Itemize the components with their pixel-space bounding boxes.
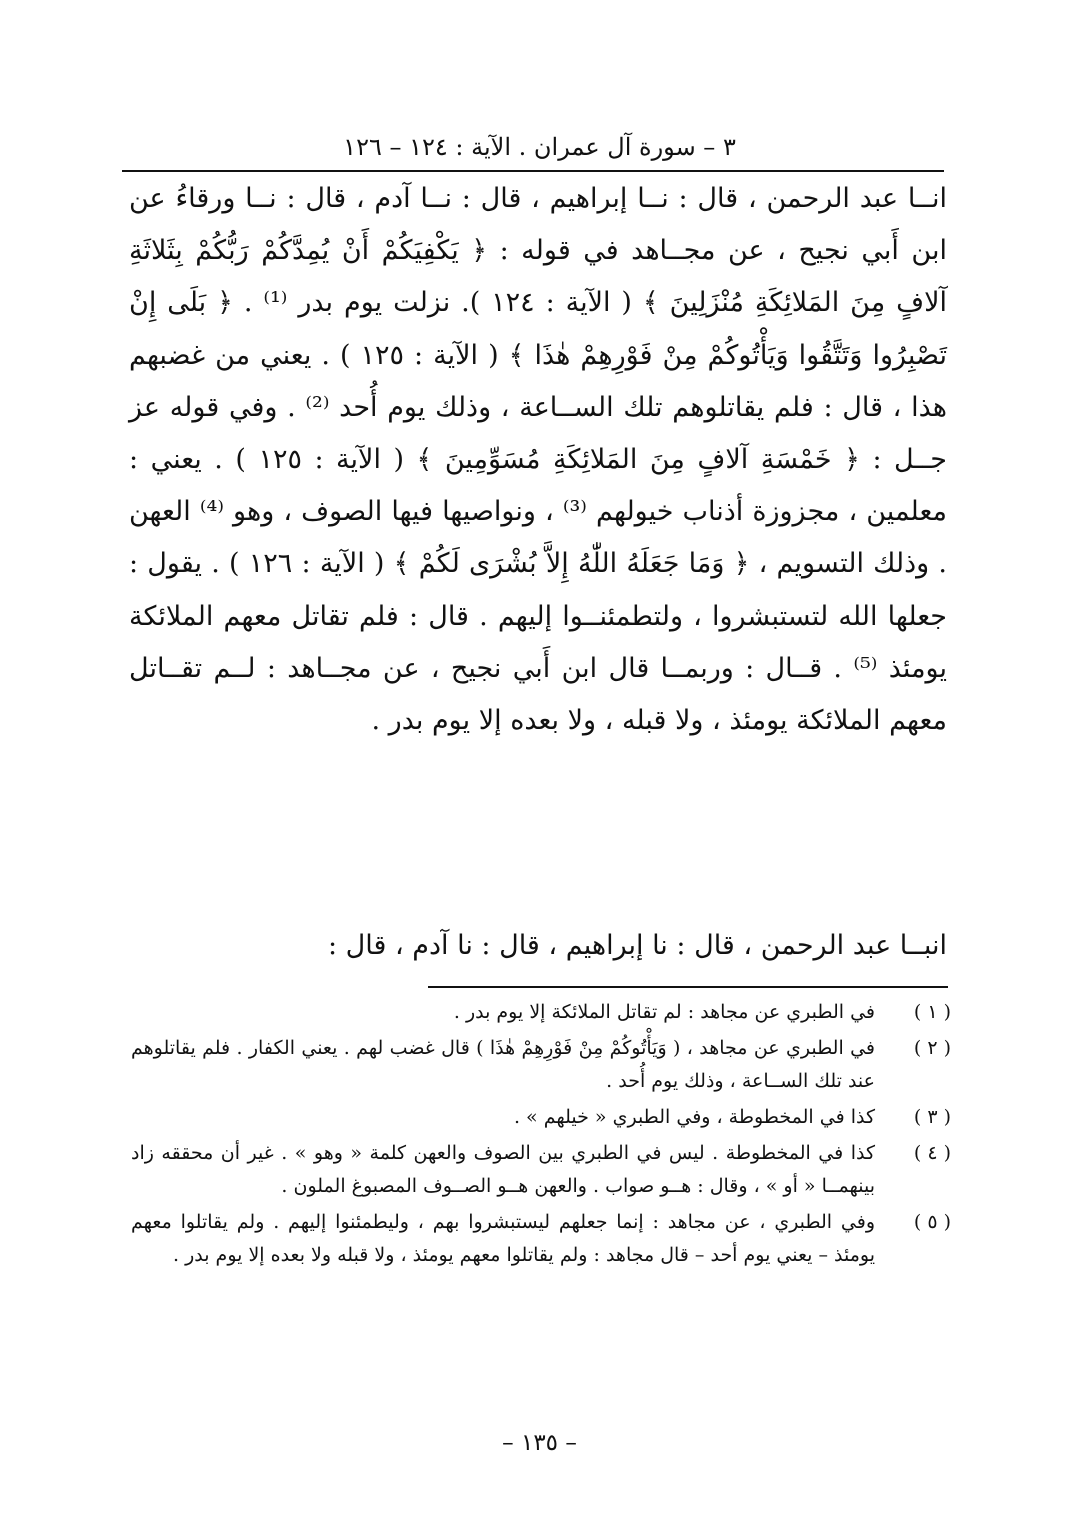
footnote-text: في الطبري عن مجاهد : لم تقاتل الملائكة إلا يوم بدر .: [453, 1001, 875, 1023]
footnote-1: [131, 996, 951, 1029]
footnote-2: [131, 1032, 951, 1098]
footnote-text: كذا في المخطوطة ، وفي الطبري « خيلهم » .: [513, 1106, 875, 1128]
footnote-number: ( ٣ ): [913, 1106, 951, 1128]
main-paragraph: انــا عبد الرحمن ، قال : نــا إبراهيم ، قال : نــا آدم ، قال : نــا ورقاءُ عن ابن أَبي نجيح ، عن مجــاهد في قوله : ﴿ يَكْفِيَكُمْ أَنْ يُمِدَّكُمْ رَبُّكُمْ بِثَلاثَةِ آلافٍ مِنَ المَلائِكَةِ مُنْزَلِينَ ﴾ ( الآية : ١٢٤ ). نزلت يوم بدر ⁽¹⁾ . ﴿ بَلَى إِنْ تَصْبِرُوا وَتَتَّقُوا وَيَأْتُوكُمْ مِنْ فَوْرِهِمْ هٰذَا ﴾ ( الآية : ١٢٥ ) . يعني من غضبهم هذا ، قال : فلم يقاتلوهم تلك الســاعة ، وذلك يوم أُحد ⁽²⁾ . وفي قوله عز جــل : ﴿ خَمْسَةِ آلافٍ مِنَ المَلائِكَةِ مُسَوِّمِينَ ﴾ ( الآية : ١٢٥ ) . يعني : معلمين ، مجزوزة أذناب خيولهم ⁽³⁾ ، ونواصيها فيها الصوف ، وهو ⁽⁴⁾ العهن . وذلك التسويم ، ﴿ وَمَا جَعَلَهُ اللّٰهُ إِلاَّ بُشْرَى لَكُمْ ﴾ ( الآية : ١٢٦ ) . يقول : جعلها الله لتستبشروا ، ولتطمئنــوا إليهم . قال : فلم تقاتل معهم الملائكة يومئذ ⁽⁵⁾ . قــال : وربمــا قال ابن أَبي نجيح ، عن مجــاهد : لــم تقــاتل معهم الملائكة يومئذ ، ولا قبله ، ولا بعده إلا يوم بدر .: [129, 183, 948, 737]
footnote-3: [131, 1101, 951, 1134]
footnote-text: وفي الطبري ، عن مجاهد : إنما جعلهم ليستبشروا بهم ، وليطمئنوا إليهم . ولم يقاتلوا معهم يومئذ – يعني يوم أحد – قال مجاهد : ولم يقاتلوا معهم يومئذ ، ولا قبله ولا بعده إلا يوم بدر .: [131, 1211, 875, 1266]
footnote-number: ( ٥ ): [913, 1211, 951, 1233]
footnote-text: كذا في المخطوطة . ليس في الطبري بين الصوف والعهن كلمة « وهو » . غير أن محققه زاد بينهمــا « أو » ، وقال : هــو صواب . والعهن هــو الصــوف المصبوغ الملون .: [131, 1142, 875, 1197]
footnote-rule: [428, 986, 948, 988]
footnote-number: ( ٤ ): [913, 1142, 951, 1164]
footnote-number: ( ١ ): [913, 1001, 951, 1023]
next-paragraph-start: انبــا عبد الرحمن ، قال : نا إبراهيم ، قال : نا آدم ، قال :: [327, 930, 947, 961]
running-header: ٣ – سورة آل عمران . الآية : ١٢٤ – ١٢٦: [343, 133, 736, 161]
page-number: – ١٣٥ –: [502, 1430, 577, 1456]
footnotes: [131, 996, 951, 1275]
header-rule: [122, 170, 944, 172]
footnote-text: في الطبري عن مجاهد ، ( وَيَأْتُوكُمْ مِنْ فَوْرِهِمْ هٰذَا ) قال غضب لهم . يعني الكفار . فلم يقاتلوهم عند تلك الســاعة ، وذلك يوم أُحد .: [131, 1037, 876, 1092]
footnote-number: ( ٢ ): [913, 1037, 951, 1059]
footnote-4: [131, 1137, 951, 1203]
footnote-5: [131, 1206, 951, 1272]
